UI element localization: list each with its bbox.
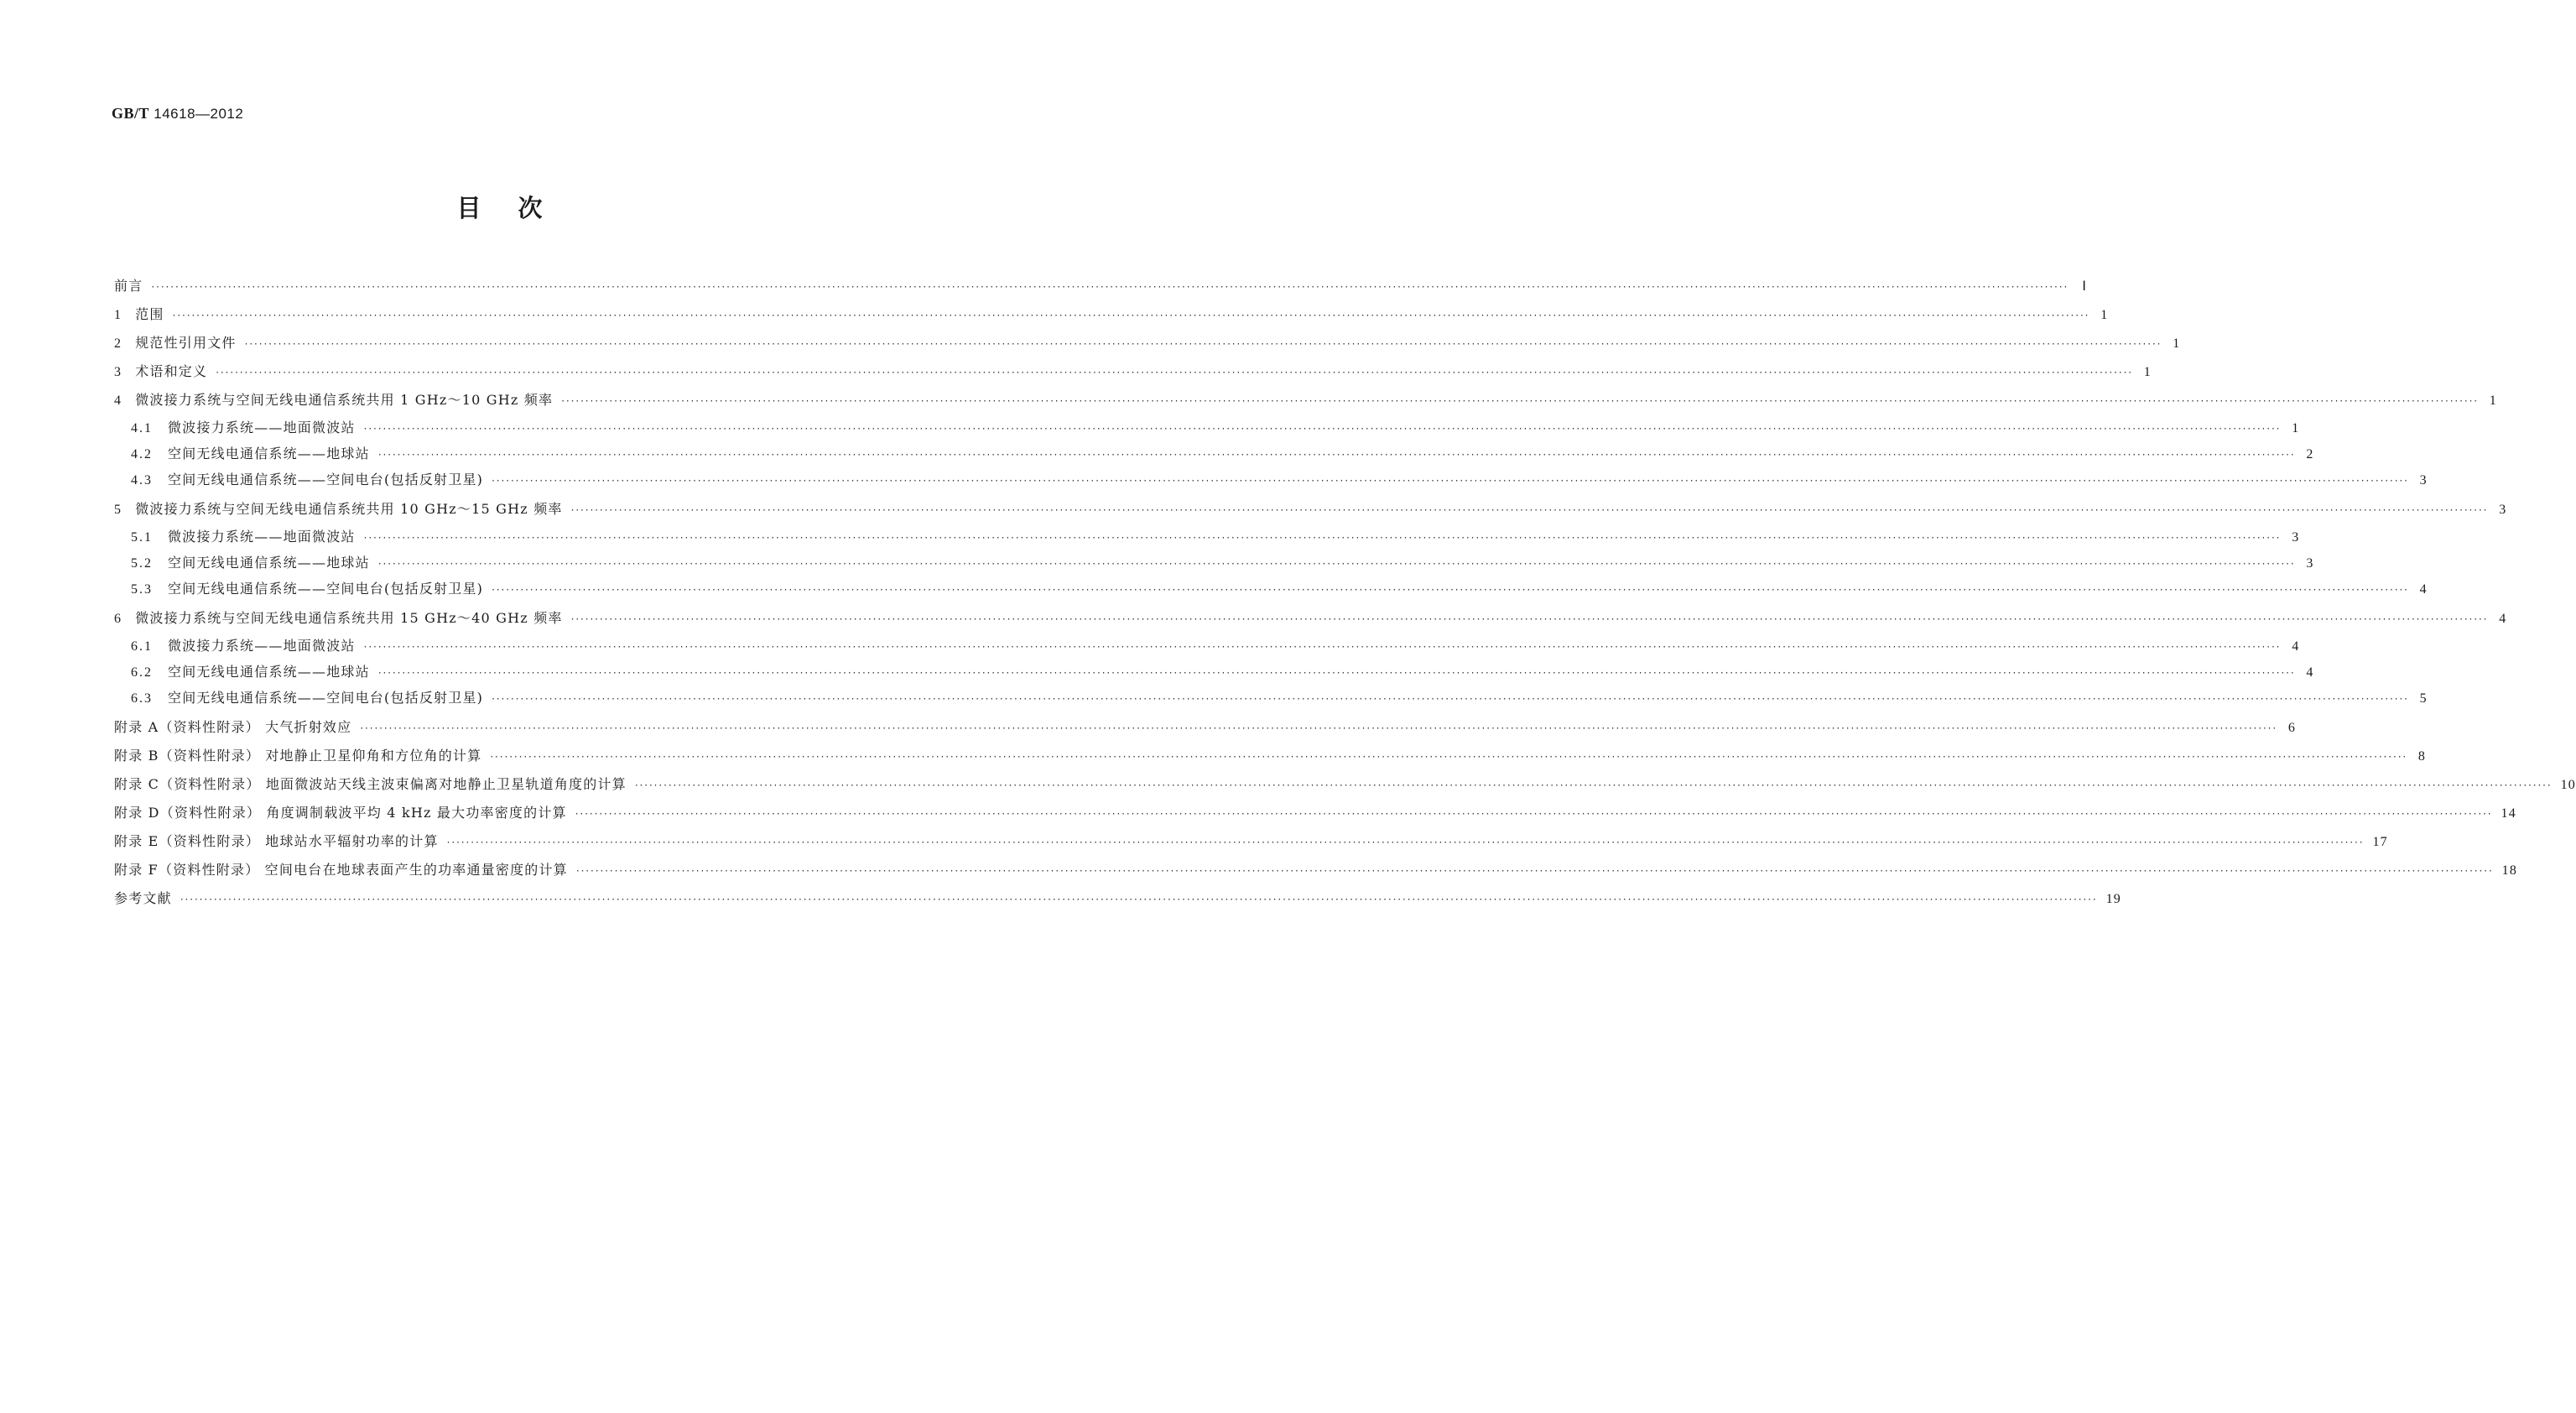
- toc-entry-title: [131, 524, 356, 550]
- toc-page-number: 1: [2292, 421, 2300, 435]
- toc-dot-leader: ················································································································································································································································································································································································································: [172, 310, 2090, 321]
- toc-entry-label: 附录 D（资料性附录） 角度调制载波平均 4 kHz 最大功率密度的计算: [114, 805, 567, 821]
- toc-entry[interactable]: [114, 386, 2497, 415]
- toc-entry-label: 空间无线电通信系统——地球站: [168, 446, 370, 461]
- toc-entry-title: [114, 713, 351, 742]
- toc-entry-label: 规范性引用文件: [135, 335, 237, 351]
- toc-subentry[interactable]: [114, 467, 2428, 493]
- toc-page-number: 17: [2372, 835, 2388, 849]
- toc-entry-title: [131, 633, 356, 660]
- toc-entry[interactable]: [114, 495, 2507, 524]
- toc-page-number: 8: [2417, 749, 2427, 764]
- toc-page-number: 4: [2499, 612, 2507, 626]
- toc-entry-title: [114, 742, 481, 770]
- toc-entry-number: 6.2: [131, 665, 153, 680]
- toc-page-number: Ⅰ: [2082, 279, 2088, 294]
- toc-entry-title: [131, 576, 483, 602]
- toc-entry-label: 参考文献: [114, 890, 172, 906]
- toc-entry-number: 6.3: [131, 691, 153, 706]
- table-of-contents: [114, 272, 2576, 913]
- toc-entry-label: 微波接力系统与空间无线电通信系统共用 15 GHz～40 GHz 频率: [135, 610, 563, 626]
- toc-entry-title: [114, 856, 568, 884]
- toc-subentry[interactable]: [114, 659, 2314, 685]
- toc-entry-title: [114, 495, 563, 524]
- toc-dot-leader: ················································································································································································································································································································································································································: [492, 584, 2409, 596]
- toc-dot-leader: ················································································································································································································································································································································································································: [363, 423, 2282, 435]
- toc-entry[interactable]: [114, 713, 2297, 742]
- toc-entry-title: [131, 685, 483, 712]
- toc-entry-number: 4.1: [131, 421, 153, 435]
- toc-entry-title: [131, 441, 370, 467]
- toc-dot-leader: ················································································································································································································································································································································································································: [377, 667, 2296, 679]
- toc-entry-title: [114, 770, 627, 799]
- toc-entry-label: 术语和定义: [135, 363, 208, 379]
- toc-page-number: 10: [2560, 778, 2576, 792]
- toc-entry-title: [131, 659, 370, 686]
- toc-entry-label: 空间无线电通信系统——地球站: [168, 664, 370, 680]
- toc-entry-number: 5.1: [131, 530, 153, 545]
- toc-entry-title: [114, 604, 563, 634]
- toc-page-number: 2: [2306, 447, 2314, 461]
- toc-dot-leader: ················································································································································································································································································································································································································: [561, 395, 2479, 407]
- toc-page-number: 6: [2287, 721, 2297, 735]
- toc-entry[interactable]: [114, 329, 2181, 357]
- toc-entry-number: 5: [114, 503, 122, 517]
- toc-entry-label: 附录 C（资料性附录） 地面微波站天线主波束偏离对地静止卫星轨道角度的计算: [114, 776, 627, 792]
- toc-page-number: 4: [2292, 639, 2300, 654]
- toc-page-number: 14: [2501, 806, 2516, 821]
- toc-entry-title: [114, 272, 143, 300]
- toc-page-number: 18: [2501, 863, 2518, 878]
- toc-entry-title: [131, 550, 370, 576]
- toc-entry-number: 4: [114, 394, 122, 408]
- toc-entry-label: 空间无线电通信系统——地球站: [168, 555, 370, 571]
- toc-entry-number: 5.3: [131, 582, 153, 597]
- toc-entry-title: [114, 300, 164, 330]
- toc-dot-leader: ················································································································································································································································································································································································································: [575, 865, 2494, 877]
- toc-page-number: 19: [2105, 892, 2121, 906]
- standard-code-number: 14618—2012: [154, 106, 244, 122]
- toc-entry-label: 空间无线电通信系统——空间电台(包括反射卫星): [168, 472, 484, 488]
- toc-entry-label: 范围: [135, 306, 164, 322]
- toc-entry-label: 附录 E（资料性附录） 地球站水平辐射功率的计算: [114, 833, 439, 849]
- toc-page-number: 3: [2419, 473, 2428, 488]
- toc-page-number: 1: [2173, 336, 2181, 351]
- toc-page-number: 1: [2100, 308, 2109, 322]
- toc-entry-number: 6.1: [131, 639, 153, 654]
- toc-entry[interactable]: [114, 300, 2109, 329]
- toc-subentry[interactable]: [114, 550, 2314, 576]
- toc-entry-title: [114, 884, 172, 913]
- toc-dot-leader: ················································································································································································································································································································································································································: [360, 722, 2278, 734]
- toc-page-number: 4: [2419, 582, 2428, 597]
- toc-entry-number: 2: [114, 336, 122, 351]
- toc-dot-leader: ················································································································································································································································································································································································································: [244, 338, 2162, 350]
- toc-subentry[interactable]: [114, 576, 2428, 602]
- toc-entry[interactable]: [114, 799, 2516, 827]
- toc-entry-label: 空间无线电通信系统——空间电台(包括反射卫星): [168, 581, 484, 597]
- standard-code-prefix: GB/T: [112, 105, 150, 122]
- toc-entry-label: 空间无线电通信系统——空间电台(包括反射卫星): [168, 690, 484, 706]
- page-title: 目次: [456, 194, 580, 222]
- toc-entry-title: [131, 467, 483, 493]
- toc-dot-leader: ················································································································································································································································································································································································································: [446, 837, 2365, 848]
- toc-dot-leader: ················································································································································································································································································································································································································: [151, 281, 2069, 293]
- toc-subentry[interactable]: [114, 441, 2314, 467]
- toc-entry-number: 6: [114, 612, 122, 626]
- toc-entry-number: 5.2: [131, 556, 153, 571]
- toc-page-number: 3: [2306, 556, 2314, 571]
- toc-entry[interactable]: [114, 856, 2518, 884]
- toc-entry-label: 附录 A（资料性附录） 大气折射效应: [114, 719, 352, 735]
- toc-entry-label: 附录 F（资料性附录） 空间电台在地球表面产生的功率通量密度的计算: [114, 862, 568, 878]
- toc-page-number: 1: [2143, 365, 2152, 379]
- toc-entry[interactable]: [114, 827, 2388, 856]
- toc-entry-number: 4.2: [131, 447, 153, 461]
- toc-entry-label: 微波接力系统与空间无线电通信系统共用 1 GHz～10 GHz 频率: [135, 392, 554, 408]
- toc-page-number: 1: [2489, 394, 2497, 408]
- toc-dot-leader: ················································································································································································································································································································································································································: [492, 475, 2409, 487]
- toc-page-number: 4: [2306, 665, 2314, 680]
- toc-entry-title: [114, 386, 553, 415]
- toc-entry[interactable]: [114, 742, 2427, 770]
- toc-page-number: 3: [2499, 503, 2507, 517]
- toc-dot-leader: ················································································································································································································································································································································································································: [363, 641, 2282, 653]
- toc-page-number: 5: [2419, 691, 2428, 706]
- toc-dot-leader: ················································································································································································································································································································································································································: [363, 532, 2282, 544]
- toc-dot-leader: ················································································································································································································································································································································································································: [377, 449, 2296, 461]
- toc-entry-label: 微波接力系统——地面微波站: [168, 638, 356, 654]
- toc-entry[interactable]: [114, 770, 2576, 799]
- toc-entry[interactable]: [114, 604, 2507, 633]
- toc-entry[interactable]: [114, 272, 2088, 300]
- toc-entry-number: 1: [114, 308, 122, 322]
- toc-page-number: 3: [2292, 530, 2300, 545]
- toc-dot-leader: ················································································································································································································································································································································································································: [377, 558, 2296, 570]
- toc-dot-leader: ················································································································································································································································································································································································································: [634, 779, 2553, 791]
- toc-dot-leader: ················································································································································································································································································································································································································: [575, 808, 2493, 820]
- toc-entry-title: [114, 827, 439, 856]
- toc-entry-title: [114, 799, 567, 827]
- toc-dot-leader: ················································································································································································································································································································································································································: [492, 693, 2409, 705]
- toc-entry[interactable]: [114, 884, 2121, 913]
- toc-entry-label: 附录 B（资料性附录） 对地静止卫星仰角和方位角的计算: [114, 748, 482, 764]
- toc-dot-leader: ················································································································································································································································································································································································································: [180, 894, 2098, 905]
- toc-entry-title: [114, 357, 207, 387]
- toc-subentry[interactable]: [114, 524, 2300, 550]
- toc-entry-label: 微波接力系统——地面微波站: [168, 420, 356, 435]
- toc-entry-label: 前言: [114, 278, 143, 294]
- toc-entry-label: 微波接力系统——地面微波站: [168, 529, 356, 545]
- toc-entry-title: [114, 329, 237, 358]
- toc-dot-leader: ················································································································································································································································································································································································································: [490, 751, 2408, 763]
- toc-entry-number: 3: [114, 365, 122, 379]
- toc-subentry[interactable]: [114, 633, 2300, 659]
- toc-entry-label: 微波接力系统与空间无线电通信系统共用 10 GHz～15 GHz 频率: [135, 501, 563, 517]
- toc-dot-leader: ················································································································································································································································································································································································································: [216, 367, 2133, 378]
- toc-entry-number: 4.3: [131, 473, 153, 488]
- toc-entry[interactable]: [114, 357, 2152, 386]
- toc-subentry[interactable]: [114, 685, 2428, 711]
- toc-entry-title: [131, 415, 356, 441]
- toc-dot-leader: ················································································································································································································································································································································································································: [570, 504, 2489, 516]
- toc-dot-leader: ················································································································································································································································································································································································································: [570, 613, 2489, 625]
- standard-code: [112, 105, 243, 123]
- toc-subentry[interactable]: [114, 415, 2300, 441]
